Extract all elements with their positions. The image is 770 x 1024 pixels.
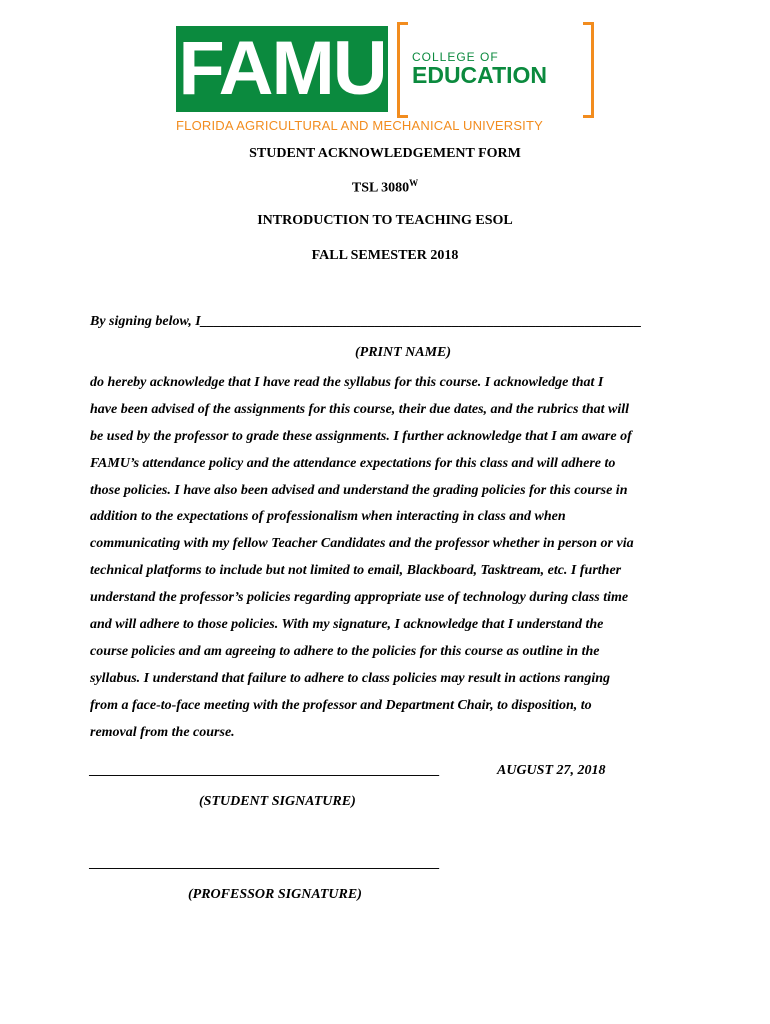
professor-signature-line[interactable]: __________________________________________________ [90, 856, 440, 871]
course-code [0, 178, 770, 197]
paragraph-line: have been advised of the assignments for this course, their due dates, and the rubrics that will [90, 401, 630, 417]
famu-coe-logo [176, 20, 598, 134]
paragraph-line: FAMU’s attendance policy and the attendance expectations for this class and will adhere to [90, 455, 616, 471]
course-code-superscript: W [409, 178, 419, 188]
right-bracket-ornament [583, 22, 594, 118]
paragraph-line: and will adhere to those policies. With my signature, I acknowledge that I understand the [90, 617, 604, 633]
form-title: STUDENT ACKNOWLEDGEMENT FORM [249, 146, 521, 161]
print-name-line[interactable]: By signing below, I_______________________________________________________________ [90, 314, 642, 329]
paragraph-line: understand the professor’s policies regarding appropriate use of technology during class time [90, 590, 629, 606]
signature-date: AUGUST 27, 2018 [497, 763, 606, 778]
paragraph-line: technical platforms to include but not limited to email, Blackboard, Tasktream, etc. I further [90, 563, 622, 579]
university-name: FLORIDA AGRICULTURAL AND MECHANICAL UNIVERSITY [176, 118, 544, 133]
paragraph-line: addition to the expectations of professionalism when interacting in class and when [90, 509, 566, 525]
paragraph-line: be used by the professor to grade these assignments. I further acknowledge that I am aware of [90, 428, 632, 444]
print-name-label: (PRINT NAME) [355, 345, 452, 360]
paragraph-line: removal from the course. [90, 724, 235, 740]
semester: FALL SEMESTER 2018 [311, 248, 459, 263]
course-name: INTRODUCTION TO TEACHING ESOL [257, 213, 513, 228]
paragraph-line: syllabus. I understand that failure to adhere to class policies may result in actions ranging [90, 670, 611, 686]
paragraph-line: do hereby acknowledge that I have read the syllabus for this course. I acknowledge that I [90, 375, 604, 390]
education-text: EDUCATION [412, 62, 548, 88]
student-signature-line[interactable]: __________________________________________________ [90, 763, 440, 778]
professor-signature-label: (PROFESSOR SIGNATURE) [188, 887, 362, 902]
paragraph-line: those policies. I have also been advised and understand the grading policies for this course in [90, 482, 628, 498]
paragraph-line: course policies and am agreeing to adhere to the policies for this course as outline in the [90, 643, 600, 659]
college-of-text: COLLEGE OF [412, 50, 499, 64]
famu-wordmark: FAMU [176, 26, 388, 112]
student-signature-label: (STUDENT SIGNATURE) [199, 794, 356, 809]
course-code-text: TSL 3080 [351, 180, 410, 196]
paragraph-line: communicating with my fellow Teacher Candidates and the professor whether in person or via [90, 536, 634, 552]
paragraph-line: from a face-to-face meeting with the professor and Department Chair, to disposition, to [90, 697, 592, 713]
left-bracket-ornament [397, 22, 408, 118]
acknowledgement-paragraph [90, 373, 690, 749]
